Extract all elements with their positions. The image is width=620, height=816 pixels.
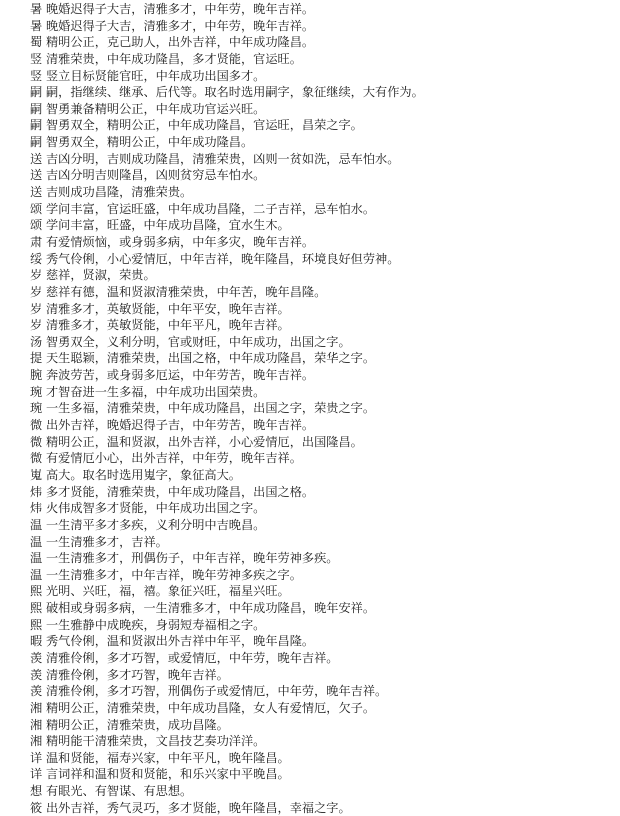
- entry-row: [30, 450, 620, 467]
- entry-row: [30, 550, 620, 567]
- entry-description: 出外吉祥，晚婚迟得子吉，中年劳苦，晚年吉祥。: [46, 418, 315, 433]
- entry-character: 炜: [30, 484, 43, 499]
- entry-character: 暑: [30, 18, 43, 33]
- entry-character: 详: [30, 750, 43, 765]
- entry-character: 岁: [30, 284, 43, 299]
- entry-character: 熙: [30, 617, 43, 632]
- entry-character: 温: [30, 517, 43, 532]
- entry-description: 一生雅静中成晚疾，身弱短寿福相之字。: [46, 617, 266, 632]
- entry-row: [30, 567, 620, 584]
- entry-row: [30, 766, 620, 783]
- entry-character: 温: [30, 551, 43, 566]
- entry-row: [30, 367, 620, 384]
- entry-row: [30, 301, 620, 318]
- entry-character: 竖: [30, 68, 43, 83]
- entry-description: 吉凶分明吉则隆昌，凶则贫穷忌车怕水。: [46, 168, 266, 183]
- entry-row: [30, 733, 620, 750]
- entry-description: 清雅多才，英敏贤能，中年平安，晚年吉祥。: [46, 301, 290, 316]
- entry-character: 嗣: [30, 118, 43, 133]
- entry-row: [30, 467, 620, 484]
- entry-description: 一生清雅多才，中年吉祥，晚年劳神多疾之字。: [46, 567, 302, 582]
- entry-character: 蜀: [30, 35, 43, 50]
- entry-row: [30, 783, 620, 800]
- entry-character: 腕: [30, 368, 43, 383]
- entry-character: 嵬: [30, 467, 43, 482]
- entry-row: [30, 167, 620, 184]
- entry-row: [30, 117, 620, 134]
- entry-character: 想: [30, 784, 43, 799]
- entry-character: 岁: [30, 268, 43, 283]
- entry-description: 智勇双全，义利分明，官或财旺，中年成功，出国之字。: [46, 334, 351, 349]
- entry-row: [30, 1, 620, 18]
- entry-description: 吉凶分明，吉则成功隆昌，清雅荣贵，凶则一贫如洗，忌车怕水。: [46, 151, 400, 166]
- entry-character: 微: [30, 451, 43, 466]
- entry-character: 炜: [30, 501, 43, 516]
- entry-description: 晚婚迟得子大吉，清雅多才，中年劳，晚年吉祥。: [46, 18, 315, 33]
- entry-description: 精明能干清雅荣贵，文昌技艺奏功洋洋。: [46, 734, 266, 749]
- entry-description: 一生多福，清雅荣贵，中年成功隆昌，出国之字，荣贵之字。: [46, 401, 376, 416]
- entry-description: 智勇双全，精明公正，中年成功隆昌，官运旺，昌荣之字。: [46, 118, 363, 133]
- entry-character: 微: [30, 434, 43, 449]
- entry-description: 精明公正，克己助人，出外吉祥，中年成功隆昌。: [46, 35, 315, 50]
- entry-row: [30, 434, 620, 451]
- entry-row: [30, 384, 620, 401]
- entry-row: [30, 184, 620, 201]
- entry-row: [30, 667, 620, 684]
- entry-row: [30, 800, 620, 816]
- entry-character: 肃: [30, 234, 43, 249]
- entry-character: 竖: [30, 51, 43, 66]
- entry-description: 有爱情烦恼，或身弱多病，中年多灾，晚年吉祥。: [46, 234, 315, 249]
- entry-row: [30, 18, 620, 35]
- entry-description: 晚婚迟得子大吉，清雅多才，中年劳，晚年吉祥。: [46, 2, 315, 16]
- entry-row: [30, 34, 620, 51]
- entry-row: [30, 583, 620, 600]
- entry-row: [30, 234, 620, 251]
- entry-row: [30, 101, 620, 118]
- entry-description: 出外吉祥，秀气灵巧，多才贤能，晚年隆昌，幸福之字。: [46, 800, 351, 815]
- entry-description: 秀气伶俐，小心爱情厄，中年吉祥，晚年隆昌，环境良好但劳神。: [46, 251, 400, 266]
- entry-row: [30, 317, 620, 334]
- entry-row: [30, 84, 620, 101]
- entry-description: 清雅多才，英敏贤能，中年平凡，晚年吉祥。: [46, 318, 290, 333]
- entry-character: 琬: [30, 401, 43, 416]
- entry-description: 清雅伶俐，多才巧智，晚年吉祥。: [46, 667, 229, 682]
- entry-character: 绥: [30, 251, 43, 266]
- entry-character: 筱: [30, 800, 43, 815]
- entry-description: 多才贤能，清雅荣贵，中年成功隆昌，出国之格。: [46, 484, 315, 499]
- entry-row: [30, 400, 620, 417]
- entry-row: [30, 267, 620, 284]
- entry-description: 火伟成智多才贤能，中年成功出国之字。: [46, 501, 266, 516]
- entry-character: 嗣: [30, 135, 43, 150]
- entry-description: 慈祥，贤淑，荣贵。: [46, 268, 156, 283]
- entry-description: 一生清平多才多疾，义利分明中吉晚昌。: [46, 517, 266, 532]
- entry-description: 精明公正，清雅荣贵，中年成功昌隆，女人有爱情厄，欠子。: [46, 700, 376, 715]
- entry-character: 湘: [30, 734, 43, 749]
- entry-row: [30, 484, 620, 501]
- entry-description: 智勇兼备精明公正，中年成功官运兴旺。: [46, 101, 266, 116]
- entry-row: [30, 251, 620, 268]
- entry-row: [30, 500, 620, 517]
- entry-row: [30, 633, 620, 650]
- entry-description: 有眼光、有智谋、有思想。: [46, 784, 193, 799]
- entry-row: [30, 51, 620, 68]
- entry-description: 清雅伶俐，多才巧智，或爱情厄，中年劳，晚年吉祥。: [46, 650, 339, 665]
- entry-row: [30, 617, 620, 634]
- entry-character: 岁: [30, 301, 43, 316]
- entry-character: 温: [30, 534, 43, 549]
- entry-row: [30, 517, 620, 534]
- entry-character: 汤: [30, 334, 43, 349]
- entry-row: [30, 201, 620, 218]
- entry-character: 暇: [30, 634, 43, 649]
- entry-description: 慈祥有德，温和贤淑清雅荣贵，中年苦，晚年昌隆。: [46, 284, 327, 299]
- entry-row: [30, 717, 620, 734]
- entry-description: 精明公正，清雅荣贵，成功昌隆。: [46, 717, 229, 732]
- entry-row: [30, 134, 620, 151]
- entry-description: 言词祥和温和贤和贤能，和乐兴家中平晚昌。: [46, 767, 290, 782]
- entry-character: 羡: [30, 684, 43, 699]
- entry-character: 暑: [30, 2, 43, 16]
- entry-description: 一生清雅多才，吉祥。: [46, 534, 168, 549]
- entry-row: [30, 750, 620, 767]
- entry-description: 才智奋进一生多福，中年成功出国荣贵。: [46, 384, 266, 399]
- entry-row: [30, 600, 620, 617]
- entry-description: 温和贤能，福寿兴家，中年平凡，晚年隆昌。: [46, 750, 290, 765]
- entry-description: 光明、兴旺，福，禧。象征兴旺，福星兴旺。: [46, 584, 290, 599]
- entry-description: 高大。取名时选用嵬字，象征高大。: [46, 467, 241, 482]
- entry-row: [30, 284, 620, 301]
- entry-row: [30, 217, 620, 234]
- entry-character: 送: [30, 185, 43, 200]
- entry-character: 送: [30, 168, 43, 183]
- entry-character: 详: [30, 767, 43, 782]
- entry-row: [30, 334, 620, 351]
- entry-character: 熙: [30, 601, 43, 616]
- entry-description: 学问丰富，官运旺盛，中年成功昌隆，二子吉祥，忌车怕水。: [46, 201, 376, 216]
- entry-description: 智勇双全，精明公正，中年成功隆昌。: [46, 135, 254, 150]
- entry-row: [30, 650, 620, 667]
- entry-row: [30, 683, 620, 700]
- entry-character: 羡: [30, 650, 43, 665]
- entry-character: 颂: [30, 201, 43, 216]
- entry-character: 送: [30, 151, 43, 166]
- entry-row: [30, 534, 620, 551]
- entry-row: [30, 68, 620, 85]
- entry-character: 琬: [30, 384, 43, 399]
- entry-description: 奔波劳苦，或身弱多厄运，中年劳苦，晚年吉祥。: [46, 368, 315, 383]
- entry-description: 秀气伶俐，温和贤淑出外吉祥中年平，晚年昌隆。: [46, 634, 315, 649]
- entry-description: 清雅伶俐，多才巧智，刑偶伤子或爱情厄，中年劳，晚年吉祥。: [46, 684, 388, 699]
- entry-character: 嗣: [30, 85, 43, 100]
- entry-description: 一生清雅多才，刑偶伤子，中年吉祥，晚年劳神多疾。: [46, 551, 339, 566]
- entry-character: 熙: [30, 584, 43, 599]
- entry-description: 精明公正，温和贤淑，出外吉祥，小心爱情厄，出国隆昌。: [46, 434, 363, 449]
- entry-row: [30, 350, 620, 367]
- entry-row: [30, 151, 620, 168]
- entry-character: 湘: [30, 717, 43, 732]
- entry-description: 学问丰富，旺盛，中年成功昌隆，宜水生木。: [46, 218, 290, 233]
- entry-description: 有爱情厄小心，出外吉祥，中年劳，晚年吉祥。: [46, 451, 302, 466]
- entry-description: 吉则成功昌隆，清雅荣贵。: [46, 185, 193, 200]
- entry-character: 提: [30, 351, 43, 366]
- entry-description: 竖立目标贤能官旺，中年成功出国多才。: [46, 68, 266, 83]
- entry-row: [30, 700, 620, 717]
- entry-description: 破相或身弱多病，一生清雅多才，中年成功隆昌，晚年安祥。: [46, 601, 376, 616]
- entry-character: 羡: [30, 667, 43, 682]
- entry-character: 微: [30, 418, 43, 433]
- entry-description: 天生聪颖，清雅荣贵，出国之格，中年成功隆昌，荣华之字。: [46, 351, 376, 366]
- entry-row: [30, 417, 620, 434]
- entry-character: 岁: [30, 318, 43, 333]
- entry-description: 嗣，指继续、继承、后代等。取名时选用嗣字，象征继续，大有作为。: [46, 85, 424, 100]
- entry-character: 颂: [30, 218, 43, 233]
- entry-description: 清雅荣贵，中年成功隆昌，多才贤能，官运旺。: [46, 51, 302, 66]
- entry-character: 嗣: [30, 101, 43, 116]
- entry-character: 湘: [30, 700, 43, 715]
- entry-character: 温: [30, 567, 43, 582]
